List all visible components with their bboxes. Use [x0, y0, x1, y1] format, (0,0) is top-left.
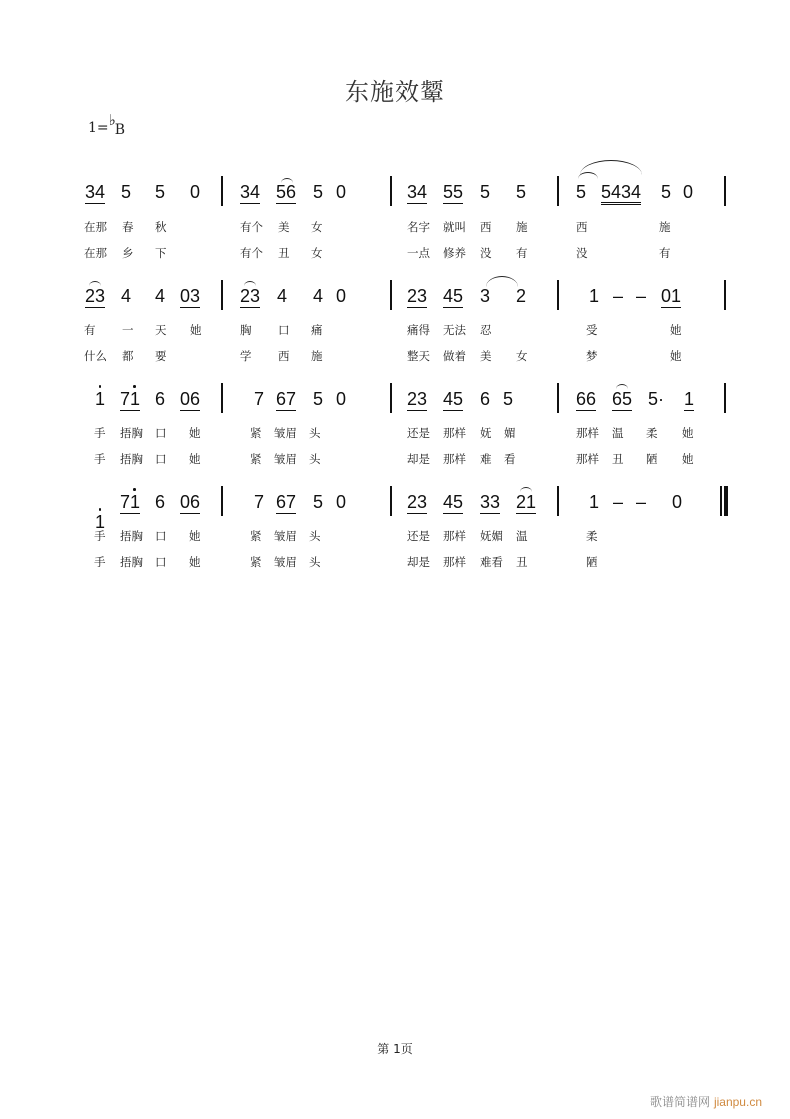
- lyric: 她: [190, 323, 202, 337]
- lyric: 忍: [480, 323, 492, 337]
- bar-line: [221, 176, 223, 206]
- dash: –: [636, 286, 647, 306]
- lyric: 口: [155, 426, 167, 440]
- lyric: 没: [480, 246, 492, 260]
- lyric: 口: [155, 529, 167, 543]
- lyric: 手: [94, 529, 106, 543]
- lyric: 媚: [504, 426, 516, 440]
- lyric: 她: [189, 426, 201, 440]
- lyric: 有个: [240, 220, 263, 234]
- note: 4: [155, 286, 166, 306]
- lyric: 捂胸: [120, 452, 143, 466]
- page-number: 第 1页: [377, 1042, 413, 1056]
- lyric: 有: [659, 246, 671, 260]
- note: 0: [336, 182, 347, 202]
- lyric: 柔: [646, 426, 658, 440]
- note-group: 55: [443, 182, 464, 202]
- bar-line: [390, 176, 392, 206]
- note-dotted: 5·: [648, 389, 665, 409]
- bar-line: [724, 176, 726, 206]
- lyric: 痛: [311, 323, 323, 337]
- lyric: 名字: [407, 220, 430, 234]
- note-group: 45: [443, 492, 464, 512]
- note-group: 34: [240, 182, 261, 202]
- lyric: 手: [94, 555, 106, 569]
- key-prefix: 1=: [88, 120, 109, 136]
- lyric: 她: [189, 555, 201, 569]
- lyric: 她: [670, 349, 682, 363]
- lyric: 还是: [407, 529, 430, 543]
- key-signature: [88, 111, 126, 138]
- lyric: 有: [516, 246, 528, 260]
- lyric: 美: [480, 349, 492, 363]
- lyric: 乡: [122, 246, 134, 260]
- dash: –: [636, 492, 647, 512]
- note: 0: [336, 492, 347, 512]
- lyric: 皱眉: [274, 555, 297, 569]
- note: 4: [277, 286, 288, 306]
- note: 6: [155, 389, 166, 409]
- lyric: 紧: [250, 555, 262, 569]
- note-group: 23: [85, 286, 106, 306]
- bar-line: [557, 176, 559, 206]
- lyric: 难看: [480, 555, 503, 569]
- lyric: 那样: [443, 529, 466, 543]
- lyric: 西: [576, 220, 588, 234]
- lyric: 学: [240, 349, 252, 363]
- lyric: 丑: [516, 555, 528, 569]
- lyric: 有: [84, 323, 96, 337]
- note-group: 33: [480, 492, 501, 512]
- note-group: 06: [180, 389, 201, 409]
- lyric: 一: [122, 323, 134, 337]
- lyric: 皱眉: [274, 529, 297, 543]
- note: 5: [121, 182, 132, 202]
- lyric: 都: [122, 349, 134, 363]
- note: 7: [254, 389, 265, 409]
- lyric: 却是: [407, 555, 430, 569]
- bar-line: [557, 280, 559, 310]
- note: 5: [576, 182, 587, 202]
- slur: [486, 276, 518, 287]
- note: 5: [480, 182, 491, 202]
- lyric: 施: [311, 349, 323, 363]
- bar-line: [221, 486, 223, 516]
- lyric: 捂胸: [120, 555, 143, 569]
- note-high: 1: [95, 512, 106, 532]
- lyric: 受: [586, 323, 598, 337]
- song-title: 东施效颦: [345, 78, 445, 106]
- lyric: 皱眉: [274, 426, 297, 440]
- note-group: 06: [180, 492, 201, 512]
- lyric: 痛得: [407, 323, 430, 337]
- note: 1: [589, 286, 600, 306]
- lyric: 她: [189, 529, 201, 543]
- note: 6: [155, 492, 166, 512]
- note: 0: [336, 389, 347, 409]
- lyric: 在那: [84, 220, 107, 234]
- note: 7: [254, 492, 265, 512]
- note-group: 67: [276, 389, 297, 409]
- note: 5: [313, 182, 324, 202]
- lyric: 口: [278, 323, 290, 337]
- note-high: 1: [95, 389, 106, 409]
- lyric: 那样: [443, 426, 466, 440]
- lyric: 陋: [586, 555, 598, 569]
- note-group: 23: [407, 286, 428, 306]
- bar-line: [557, 383, 559, 413]
- note: 4: [121, 286, 132, 306]
- note: 71: [120, 389, 141, 409]
- flat-icon: ♭: [108, 111, 116, 129]
- note: 5: [516, 182, 527, 202]
- note-group: 66: [576, 389, 597, 409]
- lyric: 柔: [586, 529, 598, 543]
- lyric: 天: [155, 323, 167, 337]
- lyric: 温: [612, 426, 624, 440]
- note-group: 65: [612, 389, 633, 409]
- note: 0: [683, 182, 694, 202]
- lyric: 头: [309, 529, 321, 543]
- note-group: 1: [684, 389, 695, 409]
- note: 3: [480, 286, 491, 306]
- lyric: 女: [311, 246, 323, 260]
- note-group: 23: [407, 389, 428, 409]
- lyric: 下: [155, 246, 167, 260]
- lyric: 西: [278, 349, 290, 363]
- slur: [578, 172, 598, 179]
- lyric: 口: [155, 555, 167, 569]
- bar-line: [724, 280, 726, 310]
- note-group: [120, 492, 140, 514]
- note-group: 23: [240, 286, 261, 306]
- lyric: 梦: [586, 349, 598, 363]
- lyric: 什么: [84, 349, 107, 363]
- lyric: 紧: [250, 452, 262, 466]
- note: 2: [516, 286, 527, 306]
- bar-line: [390, 486, 392, 516]
- note: 0: [336, 286, 347, 306]
- bar-line: [221, 280, 223, 310]
- lyric: 那样: [576, 452, 599, 466]
- lyric: 那样: [576, 426, 599, 440]
- note-group: 21: [516, 492, 537, 512]
- lyric: 她: [670, 323, 682, 337]
- lyric: 手: [94, 426, 106, 440]
- lyric: 捂胸: [120, 426, 143, 440]
- note: 1: [589, 492, 600, 512]
- lyric: 要: [155, 349, 167, 363]
- note: 0: [672, 492, 683, 512]
- lyric: 她: [189, 452, 201, 466]
- lyric: 头: [309, 555, 321, 569]
- note: 6: [480, 389, 491, 409]
- lyric: 女: [311, 220, 323, 234]
- lyric: 她: [682, 452, 694, 466]
- lyric: 口: [155, 452, 167, 466]
- lyric: 皱眉: [274, 452, 297, 466]
- lyric: 那样: [443, 452, 466, 466]
- note-group: 34: [407, 182, 428, 202]
- lyric: 有个: [240, 246, 263, 260]
- lyric: 看: [504, 452, 516, 466]
- lyric: 做着: [443, 349, 466, 363]
- lyric: 丑: [612, 452, 624, 466]
- lyric: 无法: [443, 323, 466, 337]
- note: 5: [503, 389, 514, 409]
- note-group: 5434: [601, 182, 641, 205]
- dash: –: [613, 492, 624, 512]
- watermark-domain: jianpu.cn: [713, 1095, 762, 1109]
- lyric: 陋: [646, 452, 658, 466]
- note: 71: [120, 492, 141, 512]
- note: 5: [661, 182, 672, 202]
- note-group: 23: [407, 492, 428, 512]
- bar-line: [557, 486, 559, 516]
- lyric: 胸: [240, 323, 252, 337]
- lyric: 整天: [407, 349, 430, 363]
- note-group: 67: [276, 492, 297, 512]
- note-group: 03: [180, 286, 201, 306]
- dash: –: [613, 286, 624, 306]
- lyric: 那样: [443, 555, 466, 569]
- bar-line: [724, 383, 726, 413]
- lyric: 头: [309, 426, 321, 440]
- lyric: 秋: [155, 220, 167, 234]
- note-group: [120, 389, 140, 411]
- lyric: 修养: [443, 246, 466, 260]
- note: 5: [313, 492, 324, 512]
- lyric: 捂胸: [120, 529, 143, 543]
- lyric: 手: [94, 452, 106, 466]
- lyric: 头: [309, 452, 321, 466]
- lyric: 美: [278, 220, 290, 234]
- note-group: 45: [443, 286, 464, 306]
- lyric: 难: [480, 452, 492, 466]
- key-note: B: [114, 122, 126, 138]
- note: 0: [190, 182, 201, 202]
- high-octave-dot: [133, 385, 136, 388]
- lyric: 一点: [407, 246, 430, 260]
- watermark: [650, 1093, 762, 1110]
- lyric: 却是: [407, 452, 430, 466]
- lyric: 温: [516, 529, 528, 543]
- lyric: 没: [576, 246, 588, 260]
- lyric: 就叫: [443, 220, 466, 234]
- lyric: 还是: [407, 426, 430, 440]
- lyric: 妩: [480, 426, 492, 440]
- lyric: 春: [122, 220, 134, 234]
- bar-line: [221, 383, 223, 413]
- bar-line: [720, 486, 722, 516]
- lyric: 丑: [278, 246, 290, 260]
- lyric: 她: [682, 426, 694, 440]
- note: 5: [155, 182, 166, 202]
- lyric: 女: [516, 349, 528, 363]
- lyric: 西: [480, 220, 492, 234]
- note-group: 56: [276, 182, 297, 202]
- high-octave-dot: [133, 488, 136, 491]
- note: 5: [313, 389, 324, 409]
- note-group: 34: [85, 182, 106, 202]
- note-group: 01: [661, 286, 682, 306]
- lyric: 妩媚: [480, 529, 503, 543]
- bar-line: [390, 383, 392, 413]
- final-bar-line: [724, 486, 728, 516]
- lyric: 施: [659, 220, 671, 234]
- lyric: 紧: [250, 426, 262, 440]
- watermark-text: 歌谱简谱网: [649, 1095, 710, 1109]
- note-group: 45: [443, 389, 464, 409]
- note: 4: [313, 286, 324, 306]
- lyric: 施: [516, 220, 528, 234]
- bar-line: [390, 280, 392, 310]
- lyric: 在那: [84, 246, 107, 260]
- lyric: 紧: [250, 529, 262, 543]
